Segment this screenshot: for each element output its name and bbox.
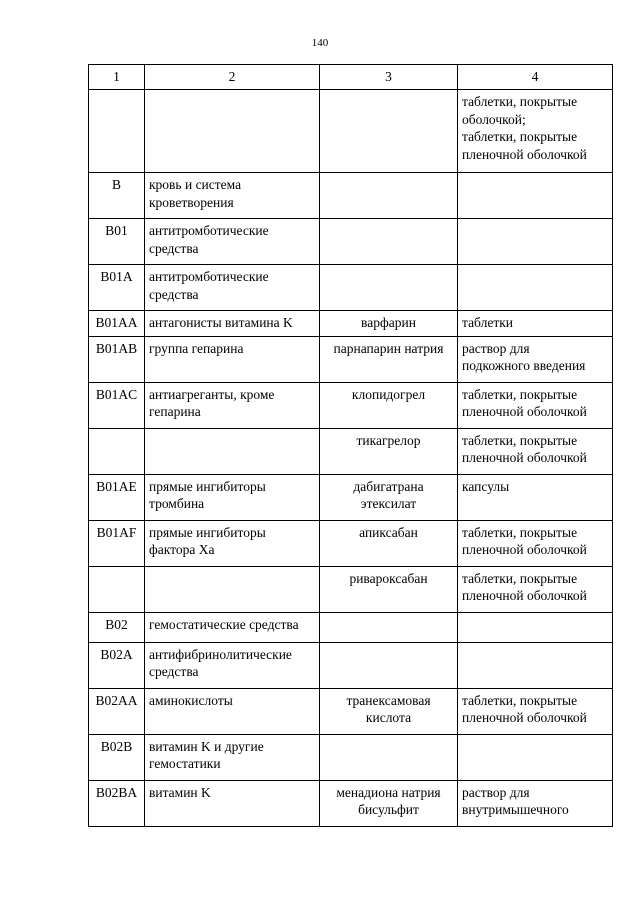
drug-table [88, 64, 613, 827]
table-row [89, 642, 613, 688]
atc-code-cell: B01A [89, 265, 145, 311]
mnn-cell [320, 428, 458, 474]
dosage-form-cell-line: таблетки [462, 315, 514, 330]
dosage-form-cell [458, 780, 613, 826]
group-cell-line: средства [149, 664, 199, 679]
group-cell [145, 265, 320, 311]
dosage-form-cell-line: пленочной оболочкой [462, 710, 587, 725]
dosage-form-cell [458, 612, 613, 642]
mnn-cell-line: клопидогрел [351, 386, 426, 402]
dosage-form-cell [458, 566, 613, 612]
mnn-cell [320, 382, 458, 428]
mnn-cell [320, 642, 458, 688]
atc-code-cell: B01AE [89, 474, 145, 520]
page-number: 140 [311, 37, 329, 49]
mnn-cell-line: менадиона натрия [336, 784, 441, 800]
group-cell-line: группа гепарина [149, 340, 244, 356]
table-row [89, 265, 613, 311]
dosage-form-cell-line: таблетки, покрытые [462, 94, 578, 109]
table-row [89, 566, 613, 612]
group-cell [145, 336, 320, 382]
group-cell [145, 428, 320, 474]
dosage-form-cell-line: таблетки, покрытые [462, 129, 578, 144]
table-row [89, 336, 613, 382]
header-col-2: 2 [145, 65, 320, 90]
dosage-form-cell [458, 90, 613, 173]
dosage-form-cell [458, 688, 613, 734]
dosage-form-cell-line: раствор для [462, 340, 530, 356]
dosage-form-cell [458, 428, 613, 474]
mnn-cell-line: этексилат [360, 496, 417, 511]
dosage-form-cell-line: таблетки, покрытые [462, 386, 578, 402]
dosage-form-cell-line: пленочной оболочкой [462, 404, 587, 419]
group-cell-line: средства [149, 286, 199, 302]
mnn-cell [320, 520, 458, 566]
dosage-form-cell [458, 520, 613, 566]
table-row [89, 90, 613, 173]
group-cell [145, 688, 320, 734]
atc-code-cell: B [89, 173, 145, 219]
atc-code-cell [89, 566, 145, 612]
group-cell [145, 520, 320, 566]
group-cell-line: гемостатики [149, 756, 221, 771]
mnn-cell [320, 474, 458, 520]
group-cell [145, 642, 320, 688]
dosage-form-cell-line: пленочной оболочкой [462, 146, 587, 162]
group-cell [145, 734, 320, 780]
header-col-3: 3 [320, 65, 458, 90]
table-row [89, 311, 613, 337]
dosage-form-cell-line: таблетки, покрытые [462, 570, 578, 586]
atc-code-cell [89, 90, 145, 173]
dosage-form-cell-line: капсулы [462, 478, 510, 494]
atc-code-cell: B02BA [89, 780, 145, 826]
mnn-cell [320, 780, 458, 826]
dosage-form-cell [458, 382, 613, 428]
table-row [89, 173, 613, 219]
group-cell-line: витамин K и другие [149, 738, 264, 754]
group-cell [145, 311, 320, 337]
atc-code-cell: B01AA [89, 311, 145, 337]
dosage-form-cell [458, 311, 613, 337]
group-cell-line: прямые ингибиторы [149, 478, 266, 494]
group-cell [145, 173, 320, 219]
atc-code-cell: B02B [89, 734, 145, 780]
table-row [89, 688, 613, 734]
mnn-cell [320, 311, 458, 337]
mnn-cell [320, 688, 458, 734]
group-cell-line: гепарина [149, 404, 201, 419]
table-body [89, 65, 613, 827]
group-cell-line: антифибринолитические [149, 646, 292, 662]
dosage-form-cell-line: оболочкой; [462, 111, 526, 127]
dosage-form-cell [458, 474, 613, 520]
atc-code-cell [89, 428, 145, 474]
dosage-form-cell-line: пленочной оболочкой [462, 542, 587, 557]
dosage-form-cell-line: раствор для [462, 784, 530, 800]
table-row [89, 382, 613, 428]
table-row [89, 780, 613, 826]
dosage-form-cell [458, 734, 613, 780]
atc-code-cell: B01 [89, 219, 145, 265]
group-cell-line: антиагреганты, кроме [149, 386, 275, 402]
mnn-cell-line: тикагрелор [356, 432, 421, 448]
group-cell [145, 474, 320, 520]
group-cell-line: прямые ингибиторы [149, 524, 266, 540]
atc-code-cell: B02 [89, 612, 145, 642]
group-cell-line: фактора Xa [149, 542, 215, 557]
table-row [89, 612, 613, 642]
mnn-cell-line: бисульфит [358, 802, 419, 817]
dosage-form-cell [458, 642, 613, 688]
header-col-1: 1 [89, 65, 145, 90]
mnn-cell [320, 219, 458, 265]
mnn-cell-line: дабигатрана [353, 478, 424, 494]
mnn-cell-line: транексамовая [346, 692, 431, 708]
table-row [89, 428, 613, 474]
group-cell-line: средства [149, 240, 199, 256]
mnn-cell [320, 173, 458, 219]
group-cell-line: антагонисты витамина K [149, 315, 293, 330]
dosage-form-cell-line: таблетки, покрытые [462, 432, 578, 448]
mnn-cell-line: кислота [365, 710, 412, 725]
atc-code-cell: B02AA [89, 688, 145, 734]
header-col-4: 4 [458, 65, 613, 90]
group-cell [145, 90, 320, 173]
mnn-cell [320, 336, 458, 382]
atc-code-cell: B01AB [89, 336, 145, 382]
group-cell [145, 382, 320, 428]
dosage-form-cell-line: подкожного введения [462, 358, 586, 373]
group-cell-line: гемостатические средства [149, 616, 299, 632]
group-cell-line: аминокислоты [149, 692, 233, 708]
group-cell-line: антитромботические [149, 223, 269, 238]
group-cell [145, 219, 320, 265]
dosage-form-cell [458, 173, 613, 219]
mnn-cell-line: варфарин [361, 315, 416, 330]
group-cell-line: тромбина [149, 496, 205, 511]
mnn-cell [320, 265, 458, 311]
mnn-cell [320, 90, 458, 173]
group-cell [145, 566, 320, 612]
table-row [89, 474, 613, 520]
dosage-form-cell [458, 219, 613, 265]
atc-code-cell: B01AF [89, 520, 145, 566]
mnn-cell-line: парнапарин натрия [333, 340, 444, 356]
dosage-form-cell-line: пленочной оболочкой [462, 588, 587, 603]
mnn-cell-line: апиксабан [359, 524, 418, 540]
dosage-form-cell-line: таблетки, покрытые [462, 692, 578, 708]
mnn-cell [320, 566, 458, 612]
group-cell [145, 780, 320, 826]
atc-code-cell: B01AC [89, 382, 145, 428]
group-cell [145, 612, 320, 642]
dosage-form-cell-line: внутримышечного [462, 802, 569, 817]
group-cell-line: кроветворения [149, 194, 234, 210]
dosage-form-cell-line: таблетки, покрытые [462, 524, 578, 540]
dosage-form-cell-line: пленочной оболочкой [462, 450, 587, 465]
mnn-cell [320, 734, 458, 780]
table-row [89, 520, 613, 566]
table-row [89, 734, 613, 780]
group-cell-line: антитромботические [149, 269, 269, 284]
dosage-form-cell [458, 265, 613, 311]
atc-code-cell: B02A [89, 642, 145, 688]
table-row [89, 219, 613, 265]
group-cell-line: витамин K [149, 784, 211, 800]
dosage-form-cell [458, 336, 613, 382]
mnn-cell [320, 612, 458, 642]
mnn-cell-line: ривароксабан [349, 570, 428, 586]
group-cell-line: кровь и система [149, 177, 242, 192]
header-row [89, 65, 613, 90]
